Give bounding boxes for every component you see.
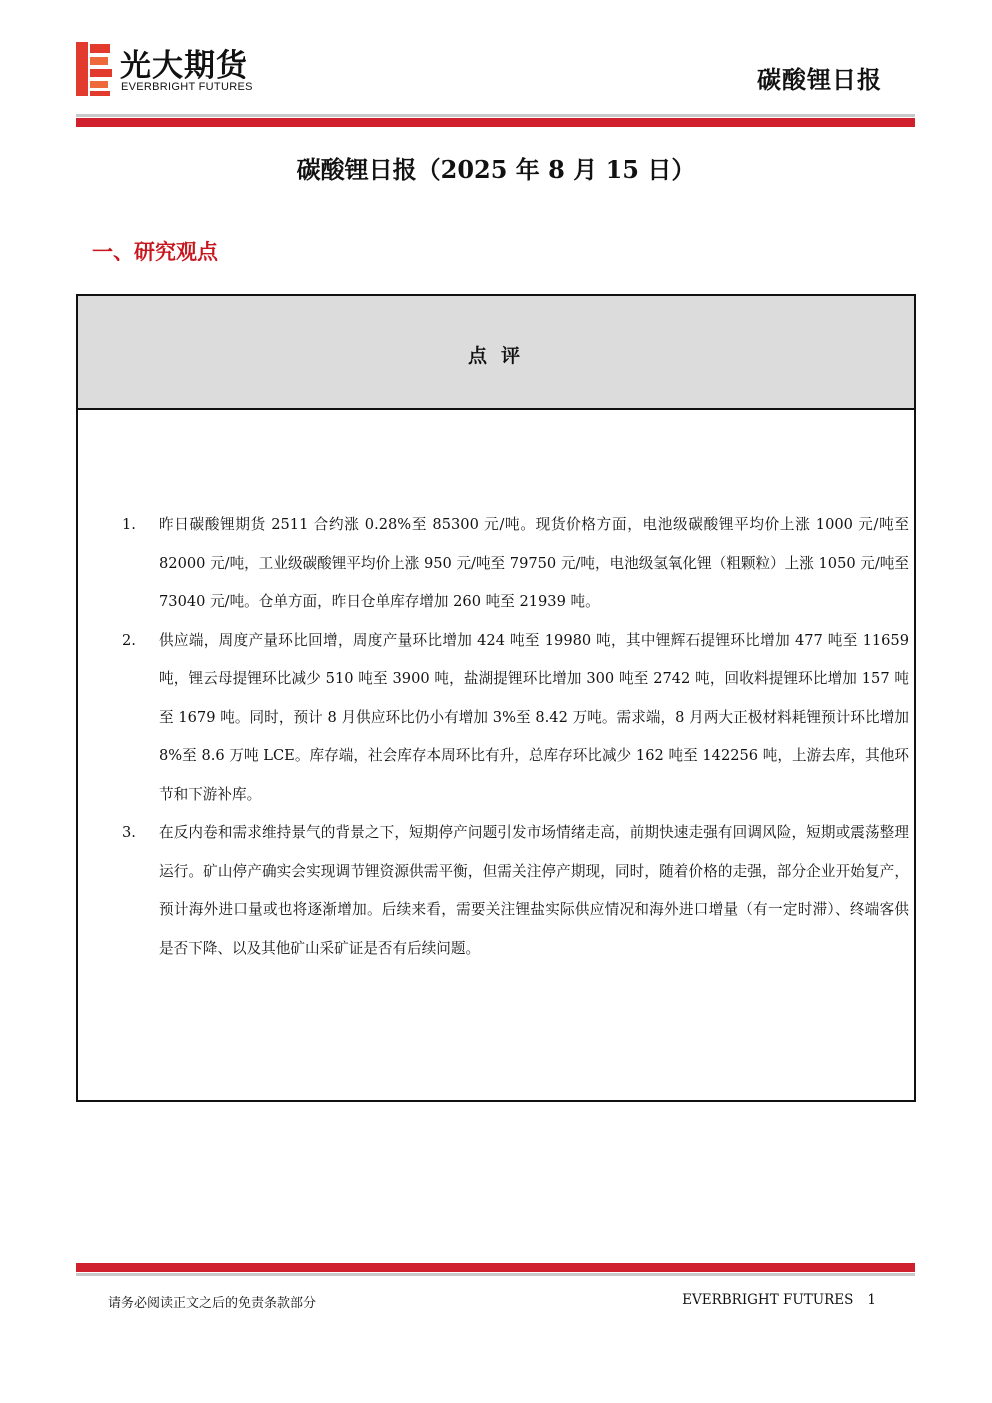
header-rule bbox=[76, 114, 915, 127]
list-item-number: 1. bbox=[122, 516, 136, 533]
list-item-text: 昨日碳酸锂期货 2511 合约涨 0.28%至 85300 元/吨。现货价格方面，电池级碳酸锂平均价上涨 1000 元/吨至 82000 元/吨，工业级碳酸锂平均价上涨 950 元/吨至 79750 元/吨，电池级氢氧化锂（粗颗粒）上涨 1050 元/吨至 73040 元/吨。仓单方面，昨日仓单库存增加 260 吨至 21939 吨。 bbox=[159, 516, 909, 610]
list-item bbox=[122, 814, 909, 968]
footer-rule bbox=[76, 1263, 915, 1276]
commentary-list bbox=[122, 506, 912, 968]
list-item bbox=[122, 506, 909, 622]
commentary-box bbox=[76, 294, 916, 1102]
brand-logo bbox=[76, 40, 286, 98]
list-item-number: 3. bbox=[122, 824, 136, 841]
list-item bbox=[122, 622, 909, 815]
footer-brand bbox=[682, 1292, 876, 1308]
list-item-number: 2. bbox=[122, 631, 136, 649]
commentary-box-title: 点评 bbox=[467, 345, 534, 367]
footer-brand-text: EVERBRIGHT FUTURES bbox=[682, 1292, 854, 1308]
footer-disclaimer: 请务必阅读正文之后的免责条款部分 bbox=[108, 1296, 317, 1311]
page-title: 碳酸锂日报（2025 年 8 月 15 日） bbox=[296, 155, 696, 184]
list-item-text: 供应端，周度产量环比回增，周度产量环比增加 424 吨至 19980 吨，其中锂辉石提锂环比增加 477 吨至 11659 吨，锂云母提锂环比减少 510 吨至 3900 吨，盐湖提锂环比增加 300 吨至 2742 吨，回收料提锂环比增加 157 吨至 1679 吨。同时，预计 8 月供应环比仍小有增加 3%至 8.42 万吨。需求端，8 月两大正极材料耗锂预计环比增加 8%至 8.6 万吨 LCE。库存端，社会库存本周环比有升，总库存环比减少 162 吨至 142256 吨，上游去库，其他环节和下游补库。 bbox=[159, 631, 909, 803]
brand-name-cn: 光大期货 bbox=[120, 48, 248, 84]
report-name: 碳酸锂日报 bbox=[757, 66, 882, 94]
brand-name-en: EVERBRIGHT FUTURES bbox=[121, 81, 253, 93]
commentary-box-header bbox=[78, 296, 914, 410]
everbright-logo-icon bbox=[76, 42, 112, 96]
page-number: 1 bbox=[867, 1292, 876, 1308]
list-item-text: 在反内卷和需求维持景气的背景之下，短期停产问题引发市场情绪走高，前期快速走强有回调风险，短期或震荡整理运行。矿山停产确实会实现调节锂资源供需平衡，但需关注停产期现，同时，随着价格的走强，部分企业开始复产，预计海外进口量或也将逐渐增加。后续来看，需要关注锂盐实际供应情况和海外进口增量（有一定时滞）、终端客供是否下降、以及其他矿山采矿证是否有后续问题。 bbox=[159, 824, 909, 957]
section-heading: 一、研究观点 bbox=[92, 240, 218, 264]
